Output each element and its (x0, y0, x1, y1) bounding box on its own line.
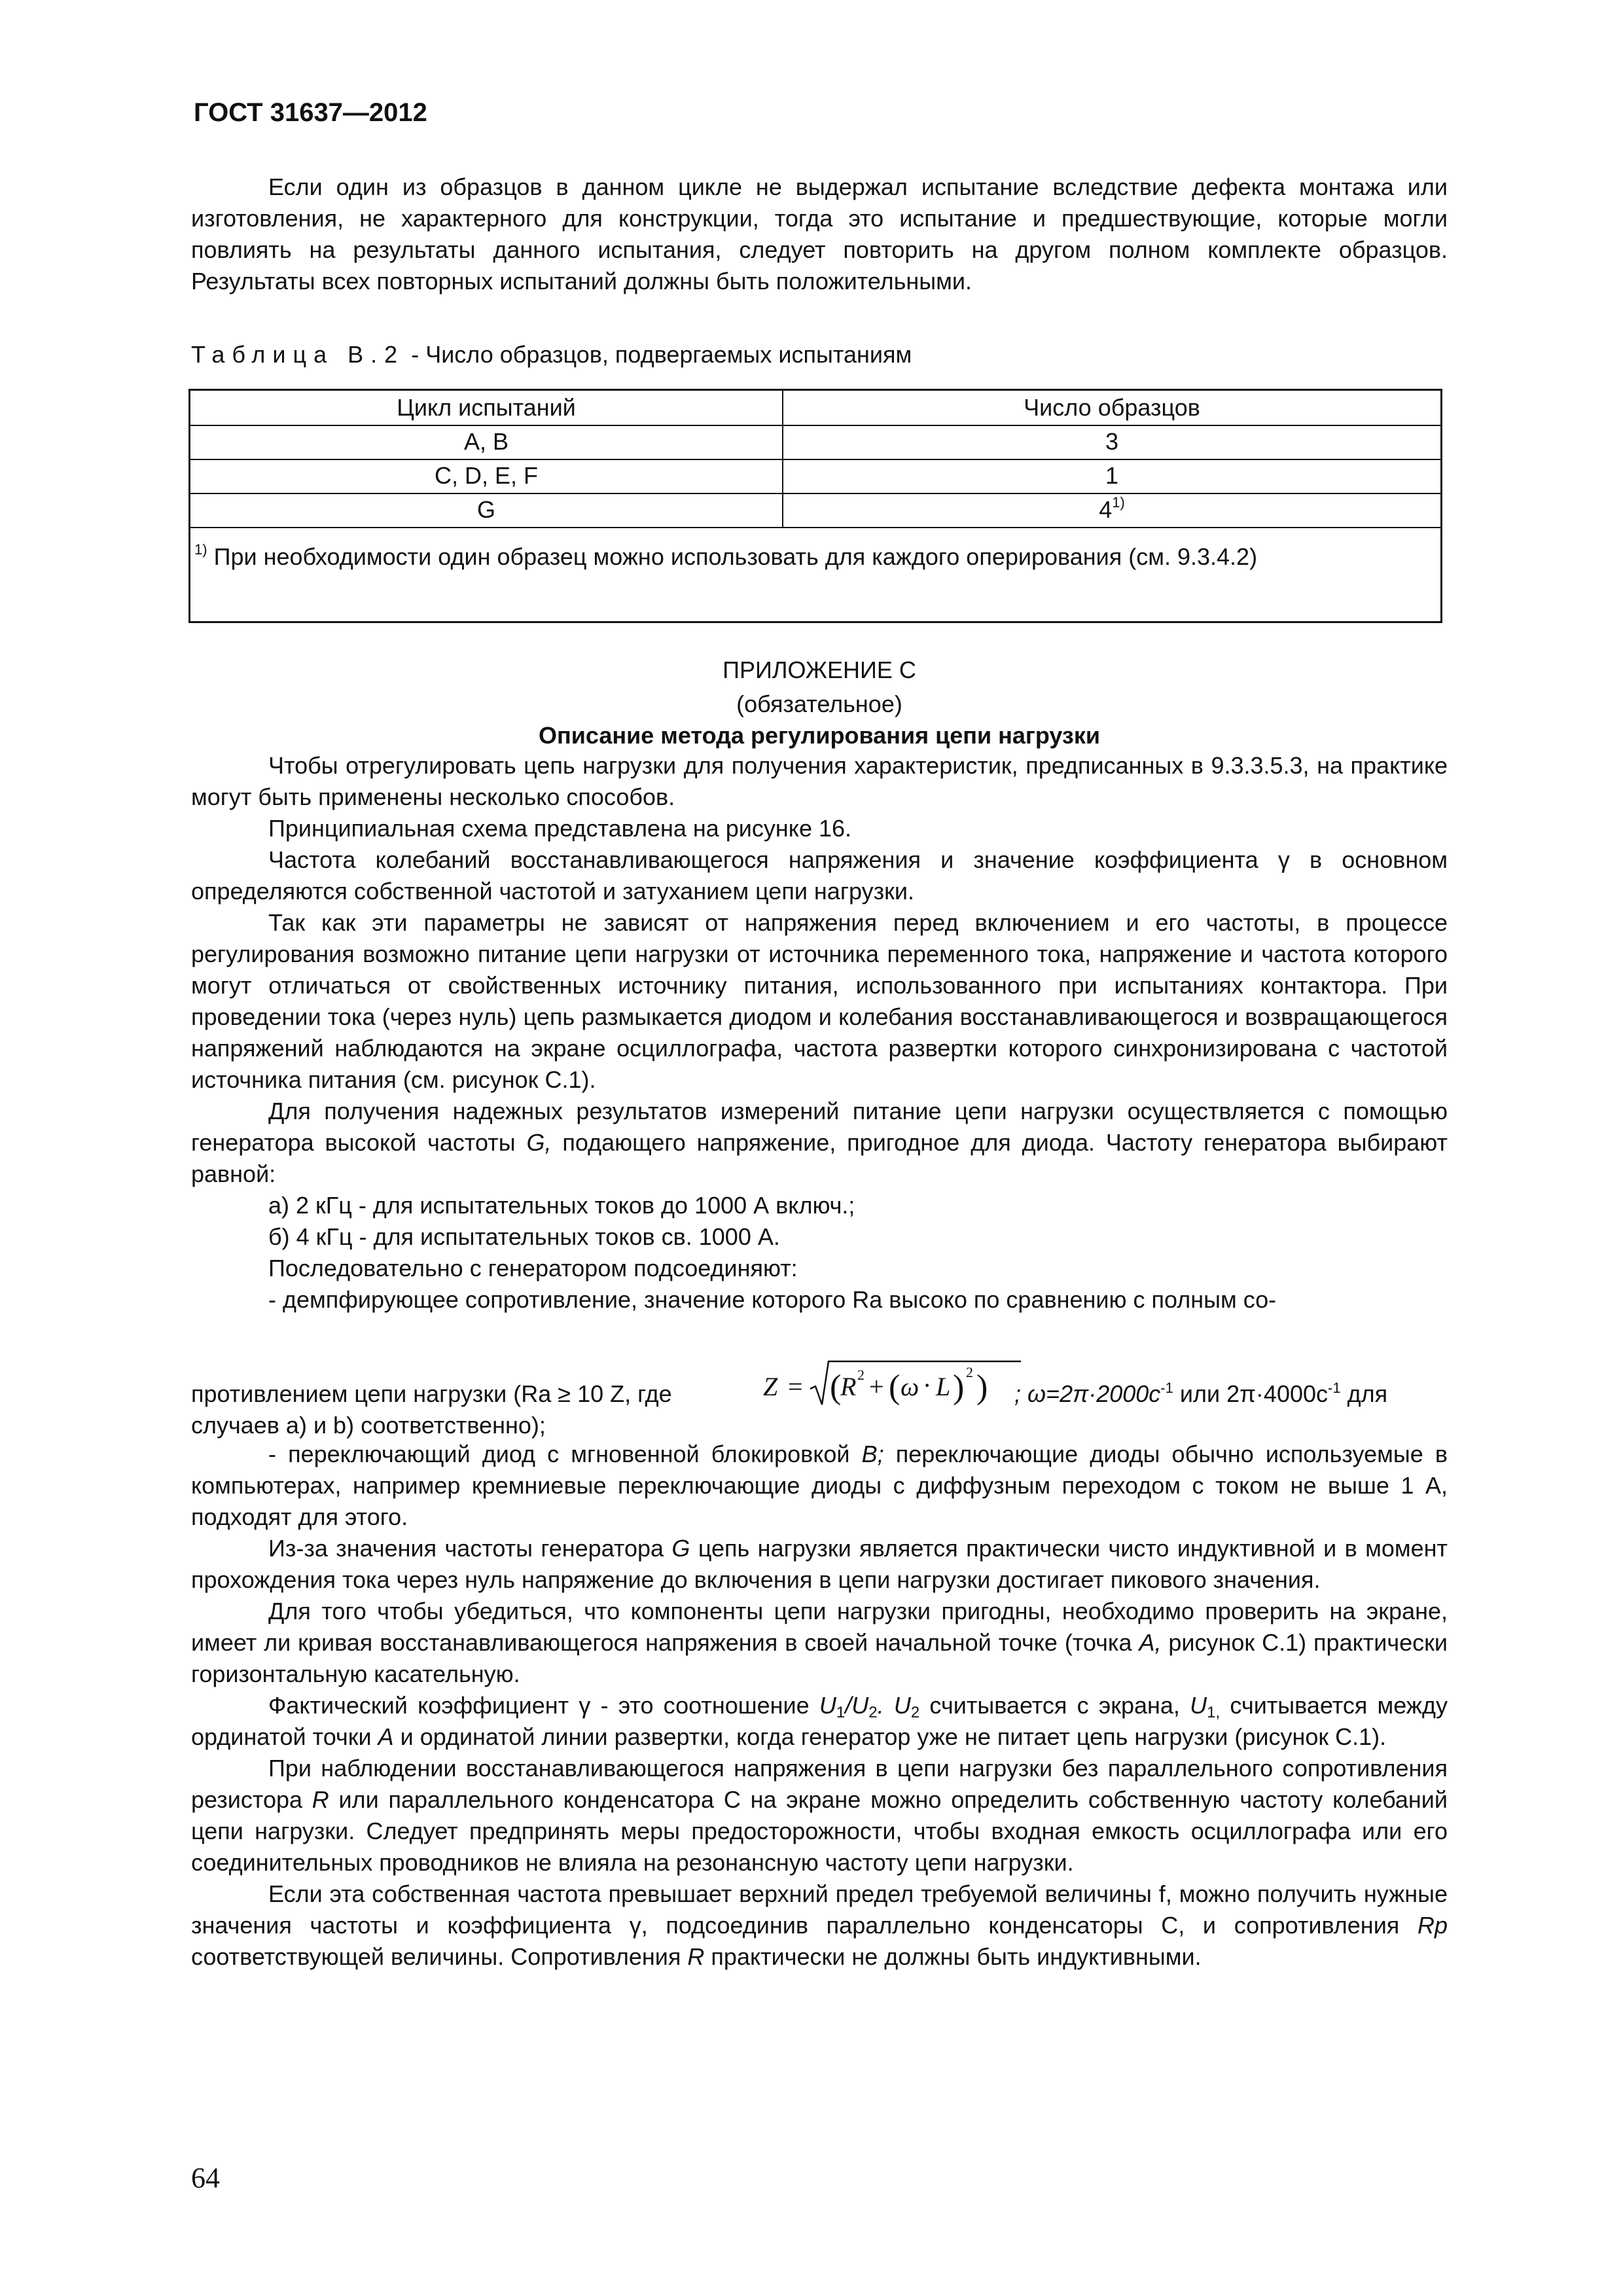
text-run: Фактический коэффициент γ - это соотношение (268, 1692, 819, 1719)
list-item: а) 2 кГц - для испытательных токов до 1000 А включ.; (268, 1192, 855, 1219)
formula-r: R (840, 1372, 857, 1401)
paragraph: Частота колебаний восстанавливающегося напряжения и значение коэффициента γ в основном определяются собственной частотой и затуханием цепи нагрузки. (191, 846, 1448, 905)
table-caption-text: - Число образцов, подвергаемых испытаниям (404, 341, 912, 368)
text-run: или 2π·4000с (1173, 1380, 1329, 1407)
text-run: или параллельного конденсатора С на экране можно определить собственную частоту колебаний цепи нагрузки. Следует предпринять меры предосторожности, чтобы входная емкость осциллографа или его соединительных проводников не влияла на резонансную частоту цепи нагрузки. (191, 1786, 1448, 1876)
table-row (190, 459, 1440, 494)
paragraph (191, 1533, 1448, 1596)
paragraph (191, 1690, 1448, 1753)
subscript: 2 (868, 1704, 878, 1721)
text-run: При наблюдении восстанавливающегося напряжения в цепи нагрузки без параллельного сопротивления резистора (191, 1755, 1448, 1813)
table-cell-cycle: A, B (190, 425, 783, 459)
paragraph (191, 1878, 1448, 1973)
paragraph (191, 1096, 1448, 1190)
formula-eq: = (788, 1372, 803, 1401)
formula-z: Z (763, 1372, 778, 1401)
text-run-italic: G, (526, 1129, 552, 1156)
paragraph: Чтобы отрегулировать цепь нагрузки для получения характеристик, предписанных в 9.3.3.5.3, на практике могут быть применены несколько способов. (191, 752, 1448, 810)
exponent: -1 (1328, 1380, 1341, 1396)
table-caption-label: Таблица В.2 (191, 341, 405, 368)
formula-line (191, 1357, 1448, 1439)
impedance-formula (762, 1357, 1024, 1410)
paragraph: Так как эти параметры не зависят от напряжения перед включением и его частоты, в процессе регулирования возможно питание цепи нагрузки от источника переменного тока, напряжение и частота которого могут отличаться от свойственных источнику питания, использованного при испытаниях контактора. При проведении тока (через нуль) цепь размыкается диодом и колебания восстанавливающегося и возвращающегося напряжений наблюдаются на экране осциллографа, частота развертки которого синхронизирована с частотой источника питания (см. рисунок С.1). (191, 909, 1448, 1093)
samples-table (188, 389, 1442, 623)
appendix-heading: Описание метода регулирования цепи нагрузки (539, 722, 1100, 749)
table-row (190, 425, 1440, 460)
text-run: Из-за значения частоты генератора (268, 1535, 672, 1562)
text-run-italic: А, (1139, 1629, 1162, 1656)
formula-plus: + (869, 1372, 884, 1401)
text-run: Если эта собственная частота превышает верхний предел требуемой величины f, можно получить нужные значения частоты и коэффициента γ, подсоединив параллельно конденсаторы С, и сопротивления (191, 1880, 1448, 1939)
appendix-title: ПРИЛОЖЕНИЕ С (722, 656, 916, 683)
text-run-italic: Rp (1417, 1912, 1448, 1939)
text-run-italic: R (312, 1786, 329, 1813)
footnote-text: При необходимости один образец можно использовать для каждого оперирования (см. 9.3.4.2) (207, 543, 1258, 570)
formula-dot: · (923, 1371, 932, 1400)
text-run-italic: U (1190, 1692, 1207, 1719)
paragraph (191, 1753, 1448, 1878)
text-run-italic: /U (845, 1692, 869, 1719)
formula-l: L (936, 1372, 951, 1401)
intro-text (191, 171, 1448, 297)
formula-continuation: случаев а) и b) соответственно); (191, 1412, 546, 1439)
table-cell-cycle: G (190, 493, 783, 527)
text-run-italic: А (378, 1723, 394, 1750)
text-run: цепь нагрузки является практически чисто индуктивной и в момент прохождения тока через нуль напряжение до включения в цепи нагрузки достигает пикового значения. (191, 1535, 1448, 1593)
text-run-italic: B; (861, 1441, 884, 1467)
exponent: -1 (1160, 1380, 1173, 1396)
table-footnote (190, 531, 1440, 573)
paragraph: Последовательно с генератором подсоединяют: (268, 1255, 798, 1282)
paragraph: - демпфирующее сопротивление, значение которого Ra высоко по сравнению с полным со- (268, 1286, 1277, 1313)
text-run: ; ω=2π·2000с (1014, 1380, 1161, 1407)
table-header-count: Число образцов (1024, 394, 1200, 421)
paragraph (191, 1596, 1448, 1690)
text-run: и ординатой линии развертки, когда генератор уже не питает цепь нагрузки (рисунок С.1). (393, 1723, 1387, 1750)
table-caption (191, 339, 912, 370)
appendix-body-lower (191, 1439, 1448, 1973)
formula-paren: ( (889, 1369, 901, 1406)
text-run: рисунок С.1) практически горизонтальную касательную. (191, 1629, 1448, 1687)
appendix-subtitle: (обязательное) (736, 691, 902, 717)
table-count-value: 4 (1099, 496, 1113, 523)
paragraph: Принципиальная схема представлена на рисунке 16. (268, 815, 852, 842)
footnote-mark: 1) (194, 541, 207, 558)
table-cell-count: 1 (1105, 462, 1119, 489)
text-run: считывается между ординатой точки (191, 1692, 1448, 1750)
table-cell-count: 3 (1105, 428, 1119, 455)
formula-exp: 2 (857, 1367, 865, 1383)
text-run-italic: R (687, 1943, 705, 1970)
formula-paren: ) (953, 1369, 965, 1406)
text-run: подающего напряжение, пригодное для диода. Частоту генератора выбирают равной: (191, 1129, 1448, 1187)
text-run: считывается с экрана, (919, 1692, 1190, 1719)
formula-omega: ω (901, 1372, 919, 1401)
text-run: - переключающий диод с мгновенной блокировкой (268, 1441, 862, 1467)
formula-paren: ) (976, 1369, 988, 1406)
text-run-italic: U (819, 1692, 836, 1719)
table-cell-cycle: C, D, E, F (190, 459, 783, 493)
subscript: 2 (910, 1704, 920, 1721)
table-row (190, 493, 1440, 528)
text-run: Для получения надежных результатов измерений питание цепи нагрузки осуществляется с помощью генератора высокой частоты (191, 1098, 1448, 1156)
page-number: 64 (191, 2162, 220, 2194)
subscript: 1 (836, 1704, 846, 1721)
table-header-row (190, 391, 1440, 426)
table-footnote-ref: 1) (1112, 494, 1125, 511)
formula-exp: 2 (966, 1364, 973, 1380)
text-run: практически не должны быть индуктивными. (704, 1943, 1202, 1970)
intro-paragraph: Если один из образцов в данном цикле не выдержал испытание вследствие дефекта монтажа или изготовления, не характерного для конструкции, тогда это испытание и предшествующие, которые могли повлиять на результаты данного испытания, следует повторить на другом полном комплекте образцов. Результаты всех повторных испытаний должны быть положительными. (191, 173, 1448, 295)
appendix-body-upper (191, 750, 1448, 1316)
text-run-italic: U (893, 1692, 911, 1719)
table-cell-count (783, 493, 1440, 527)
document-header: ГОСТ 31637—2012 (194, 98, 427, 127)
paragraph (191, 1439, 1448, 1533)
text-run: переключающие диоды обычно используемые в компьютерах, например кремниевые переключающие диоды с диффузным переходом с током не выше 1 А, подходят для этого. (191, 1441, 1448, 1530)
text-run-italic: G (671, 1535, 690, 1562)
text-run-italic: . (877, 1692, 894, 1719)
list-item: б) 4 кГц - для испытательных токов св. 1000 А. (268, 1223, 780, 1250)
formula-lead-text: противлением цепи нагрузки (Ra ≥ 10 Z, где (191, 1380, 672, 1407)
formula-tail-text (1014, 1378, 1448, 1410)
text-run: для (1340, 1380, 1388, 1407)
text-run: Для того чтобы убедиться, что компоненты цепи нагрузки пригодны, необходимо проверить на экране, имеет ли кривая восстанавливающегося напряжения в своей начальной точке (точка (191, 1598, 1448, 1656)
table-header-cycle: Цикл испытаний (190, 391, 783, 425)
subscript: 1, (1207, 1704, 1221, 1721)
formula-paren: ( (830, 1369, 842, 1406)
text-run: соответствующей величины. Сопротивления (191, 1943, 688, 1970)
